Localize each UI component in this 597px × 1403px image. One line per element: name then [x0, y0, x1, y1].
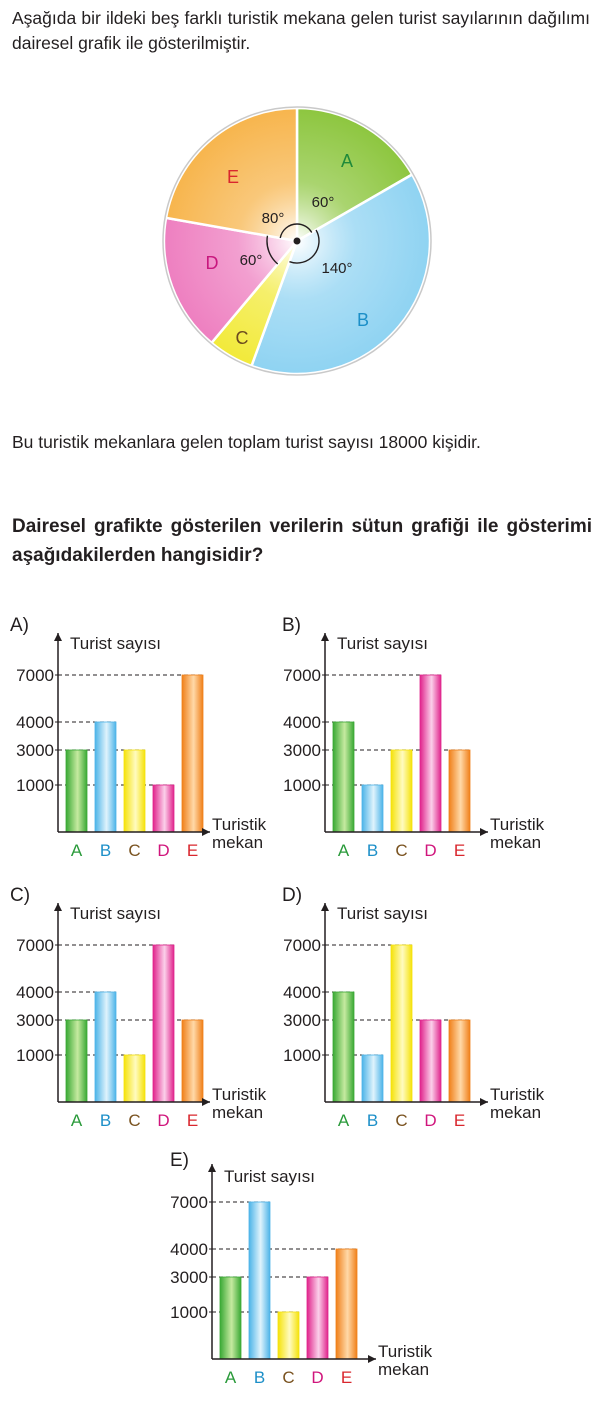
x-axis-arrow [480, 1098, 488, 1106]
bar-chart-option-a [0, 605, 290, 875]
y-axis-arrow [54, 633, 62, 641]
x-tick-label-e: E [186, 1111, 199, 1130]
bar-chart-option-e [150, 1142, 450, 1400]
x-axis-arrow [202, 1098, 210, 1106]
x-axis-title-line1: Turistik [378, 1342, 433, 1361]
y-tick-label-7000: 7000 [16, 936, 54, 955]
y-axis-title: Turist sayısı [337, 904, 428, 923]
bar-b [95, 992, 116, 1102]
x-axis-title-line1: Turistik [212, 1085, 267, 1104]
x-tick-label-d: D [157, 1111, 170, 1130]
x-tick-label-d: D [424, 841, 437, 860]
bar-chart-option-b [270, 605, 570, 875]
bar-e [449, 1020, 470, 1102]
x-tick-label-e: E [186, 841, 199, 860]
x-tick-label-c: C [282, 1368, 295, 1387]
bar-e [182, 1020, 203, 1102]
pie-label-d: D [205, 253, 219, 273]
y-tick-label-3000: 3000 [283, 1011, 321, 1030]
bar-c [124, 1055, 145, 1102]
x-tick-label-e: E [453, 841, 466, 860]
y-tick-label-3000: 3000 [170, 1268, 208, 1287]
bar-a [66, 1020, 87, 1102]
y-tick-label-7000: 7000 [170, 1193, 208, 1212]
bar-b [249, 1202, 270, 1359]
y-tick-label-7000: 7000 [283, 666, 321, 685]
option-letter: D) [282, 885, 303, 906]
y-axis-title: Turist sayısı [70, 904, 161, 923]
y-tick-label-4000: 4000 [170, 1240, 208, 1259]
pie-angle-label-e: 80° [261, 210, 285, 227]
x-axis-arrow [368, 1355, 376, 1363]
pie-label-c: C [235, 328, 249, 348]
x-tick-label-a: A [337, 1111, 350, 1130]
bar-e [336, 1249, 357, 1359]
bar-c [391, 945, 412, 1102]
y-tick-label-4000: 4000 [283, 983, 321, 1002]
bar-chart-option-d [270, 875, 570, 1145]
bar-d [420, 675, 441, 832]
y-tick-label-1000: 1000 [283, 776, 321, 795]
y-axis-title: Turist sayısı [337, 634, 428, 653]
x-tick-label-d: D [157, 841, 170, 860]
x-axis-title-line1: Turistik [212, 815, 267, 834]
bar-d [153, 785, 174, 832]
y-tick-label-4000: 4000 [16, 983, 54, 1002]
x-axis-title-line2: mekan [212, 833, 264, 852]
intro-paragraph: Aşağıda bir ildeki beş farklı turistik mekana gelen turist sayılarının dağılımı dairesel grafik ile gösterilmiştir. [12, 8, 590, 53]
x-tick-label-c: C [128, 841, 141, 860]
pie-chart [0, 0, 597, 420]
bar-e [182, 675, 203, 832]
pie-angle-label-a: 60° [311, 194, 335, 211]
x-tick-label-a: A [70, 1111, 83, 1130]
bar-a [220, 1277, 241, 1359]
x-tick-label-d: D [424, 1111, 437, 1130]
x-axis-title-line2: mekan [490, 1103, 542, 1122]
pie-label-e: E [226, 167, 240, 187]
option-letter: B) [282, 615, 301, 636]
y-tick-label-4000: 4000 [283, 713, 321, 732]
bar-a [333, 722, 354, 832]
y-axis-arrow [208, 1164, 216, 1172]
x-tick-label-a: A [70, 841, 83, 860]
question-text: Dairesel grafikte gösterilen verilerin sütun grafiği ile gösterimi aşağıdakilerden hangisidir? [12, 516, 592, 566]
bar-b [362, 785, 383, 832]
x-tick-label-c: C [395, 841, 408, 860]
x-axis-title-line2: mekan [212, 1103, 264, 1122]
y-tick-label-1000: 1000 [16, 1046, 54, 1065]
y-axis-title: Turist sayısı [70, 634, 161, 653]
pie-label-b: B [356, 310, 370, 330]
x-axis-title-line2: mekan [490, 833, 542, 852]
x-tick-label-e: E [453, 1111, 466, 1130]
total-paragraph: Bu turistik mekanlara gelen toplam turist sayısı 18000 kişidir. [12, 432, 481, 452]
x-axis-arrow [480, 828, 488, 836]
option-letter: C) [10, 885, 31, 906]
x-axis-title-line1: Turistik [490, 815, 545, 834]
pie-center-dot [294, 238, 301, 245]
x-tick-label-c: C [128, 1111, 141, 1130]
x-tick-label-c: C [395, 1111, 408, 1130]
x-axis-title-line2: mekan [378, 1360, 430, 1379]
bar-c [278, 1312, 299, 1359]
pie-label-a: A [340, 151, 354, 171]
y-tick-label-1000: 1000 [283, 1046, 321, 1065]
y-axis-arrow [54, 903, 62, 911]
bar-d [307, 1277, 328, 1359]
x-tick-label-b: B [253, 1368, 266, 1387]
x-axis-title-line1: Turistik [490, 1085, 545, 1104]
y-tick-label-1000: 1000 [170, 1303, 208, 1322]
y-tick-label-3000: 3000 [16, 1011, 54, 1030]
bar-c [391, 750, 412, 832]
y-axis-title: Turist sayısı [224, 1167, 315, 1186]
x-axis-arrow [202, 828, 210, 836]
y-tick-label-1000: 1000 [16, 776, 54, 795]
bar-d [153, 945, 174, 1102]
bar-a [333, 992, 354, 1102]
bar-b [95, 722, 116, 832]
x-tick-label-b: B [99, 1111, 112, 1130]
y-tick-label-7000: 7000 [283, 936, 321, 955]
y-tick-label-3000: 3000 [283, 741, 321, 760]
bar-e [449, 750, 470, 832]
x-tick-label-a: A [337, 841, 350, 860]
bar-c [124, 750, 145, 832]
x-tick-label-a: A [224, 1368, 237, 1387]
x-tick-label-b: B [366, 1111, 379, 1130]
bar-chart-option-c [0, 875, 290, 1145]
x-tick-label-e: E [340, 1368, 353, 1387]
option-letter: E) [170, 1150, 189, 1171]
option-letter: A) [10, 615, 29, 636]
pie-angle-label-b: 140° [321, 260, 353, 277]
bar-b [362, 1055, 383, 1102]
y-tick-label-3000: 3000 [16, 741, 54, 760]
y-axis-arrow [321, 633, 329, 641]
y-tick-label-4000: 4000 [16, 713, 54, 732]
bar-d [420, 1020, 441, 1102]
pie-angle-label-d: 60° [239, 252, 263, 269]
y-axis-arrow [321, 903, 329, 911]
x-tick-label-b: B [366, 841, 379, 860]
y-tick-label-7000: 7000 [16, 666, 54, 685]
x-tick-label-b: B [99, 841, 112, 860]
bar-a [66, 750, 87, 832]
x-tick-label-d: D [311, 1368, 324, 1387]
